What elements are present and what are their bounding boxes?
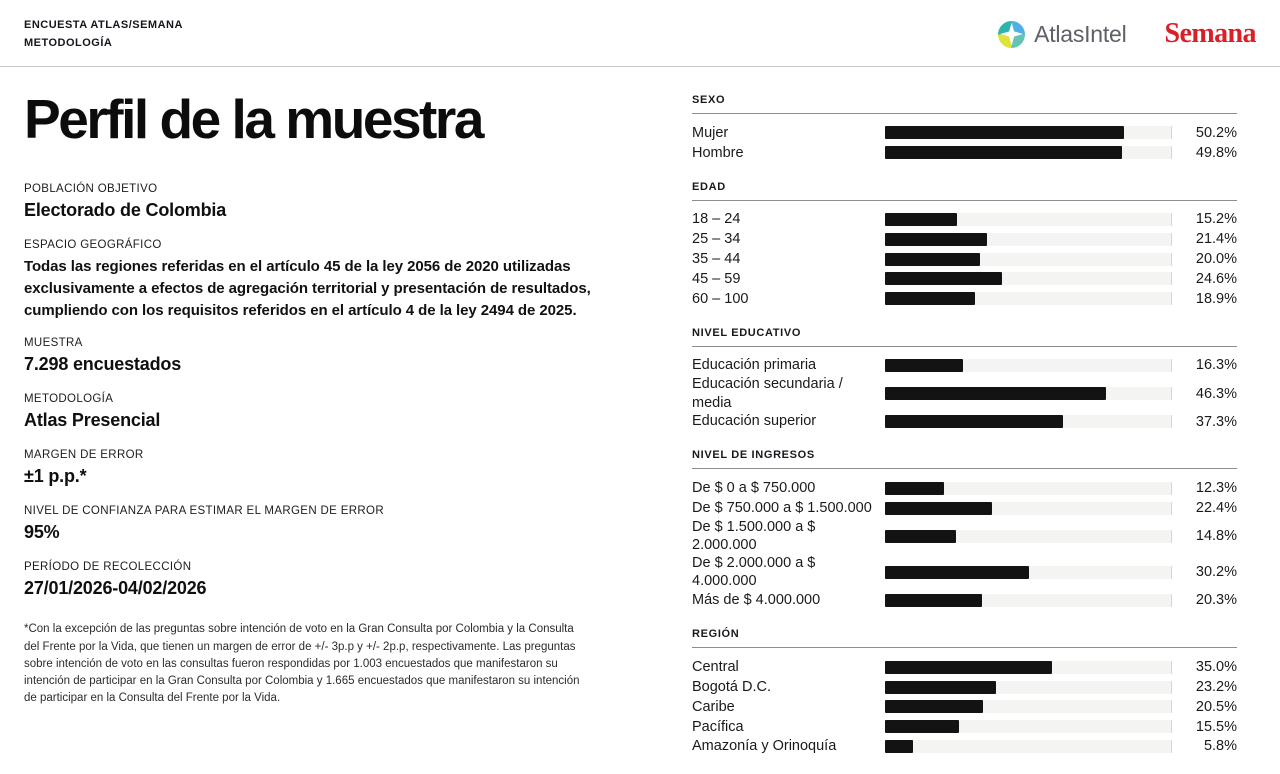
chart-row-label: 18 – 24: [692, 211, 741, 228]
chart-row-value: 12.3%: [1195, 480, 1237, 497]
chart-bar-track: [885, 233, 1172, 246]
chart-row-label: 60 – 100: [692, 290, 749, 307]
chart-row-label: Educación secundaria / media: [692, 376, 843, 411]
chart-row-25-34: [692, 229, 1237, 249]
field-nivel-de-confianza: [24, 505, 640, 543]
chart-bar-track: [885, 126, 1172, 139]
chart-row-label: Educación superior: [692, 413, 817, 430]
field-margen-de-error: [24, 449, 640, 487]
chart-bar-fill: [885, 272, 1002, 285]
chart-row-value: 22.4%: [1195, 500, 1237, 517]
chart-bar-fill: [885, 661, 1052, 674]
chart-row-label: 25 – 34: [692, 231, 741, 248]
chart-bar-fill: [885, 594, 982, 607]
chart-row-value: 50.2%: [1195, 124, 1237, 141]
chart-row-educacion-superior: [692, 412, 1237, 432]
chart-bar-fill: [885, 566, 1029, 579]
demographics-charts-panel: [692, 67, 1237, 774]
atlasintel-wordmark: AtlasIntel: [1034, 20, 1127, 47]
field-label: ESPACIO GEOGRÁFICO: [24, 239, 162, 251]
field-label: NIVEL DE CONFIANZA PARA ESTIMAR EL MARGEN DE ERROR: [24, 505, 384, 518]
kicker: [24, 16, 183, 52]
chart-row-label: Amazonía y Orinoquía: [692, 738, 837, 755]
page-title: Perfil de la muestra: [24, 88, 482, 150]
brand-logos: [998, 18, 1256, 50]
chart-bar-track: [885, 700, 1172, 713]
chart-bar-track: [885, 681, 1172, 694]
chart-row-central: [692, 657, 1237, 677]
kicker-line-1: ENCUESTA ATLAS/SEMANA: [24, 18, 183, 31]
field-value: Atlas Presencial: [24, 410, 161, 431]
chart-bar-fill: [885, 292, 975, 305]
chart-row-label: Central: [692, 659, 739, 676]
chart-bar-fill: [885, 233, 987, 246]
chart-row-label: Mujer: [692, 124, 729, 141]
chart-section-title: NIVEL DE INGRESOS: [692, 449, 1237, 469]
chart-row-label: Educación primaria: [692, 357, 817, 374]
chart-row-label: De $ 0 a $ 750.000: [692, 480, 816, 497]
chart-bar-fill: [885, 502, 992, 515]
chart-bar-track: [885, 253, 1172, 266]
chart-section-nivel-educativo: [692, 327, 1237, 432]
chart-bar-track: [885, 482, 1172, 495]
kicker-line-2: METODOLOGÍA: [24, 37, 113, 49]
chart-section-nivel-de-ingresos: [692, 449, 1237, 610]
field-value: 95%: [24, 522, 60, 543]
chart-bar-fill: [885, 482, 944, 495]
chart-bar-fill: [885, 740, 913, 753]
chart-row-amazonia-y-orinoquia: [692, 737, 1237, 757]
page-header: [0, 0, 1280, 67]
chart-row-value: 15.2%: [1195, 211, 1237, 228]
chart-bar-fill: [885, 253, 980, 266]
chart-bar-fill: [885, 530, 956, 543]
chart-row-mas-de-4-000-000: [692, 591, 1237, 611]
chart-row-value: 5.8%: [1203, 738, 1237, 755]
chart-row-label: Caribe: [692, 698, 735, 715]
main-content: [0, 67, 1280, 774]
chart-row-de-0-a-750-000: [692, 478, 1237, 498]
chart-bar-track: [885, 359, 1172, 372]
chart-bar-track: [885, 740, 1172, 753]
chart-row-value: 37.3%: [1195, 413, 1237, 430]
chart-row-value: 24.6%: [1195, 270, 1237, 287]
chart-row-value: 20.3%: [1195, 592, 1237, 609]
chart-row-caribe: [692, 697, 1237, 717]
chart-row-value: 18.9%: [1195, 290, 1237, 307]
chart-bar-track: [885, 292, 1172, 305]
chart-row-hombre: [692, 143, 1237, 163]
sample-profile-panel: [24, 67, 640, 774]
chart-row-bogota-d-c: [692, 677, 1237, 697]
chart-bar-fill: [885, 126, 1124, 139]
chart-row-label: Más de $ 4.000.000: [692, 592, 821, 609]
field-value: 7.298 encuestados: [24, 354, 182, 375]
chart-row-value: 16.3%: [1195, 357, 1237, 374]
chart-section-region: [692, 628, 1237, 756]
chart-row-label: Hombre: [692, 144, 744, 161]
chart-bar-fill: [885, 146, 1122, 159]
chart-row-label: De $ 2.000.000 a $ 4.000.000: [692, 555, 816, 590]
chart-bar-fill: [885, 387, 1106, 400]
chart-row-60-100: [692, 289, 1237, 309]
chart-row-educacion-primaria: [692, 356, 1237, 376]
chart-bar-track: [885, 594, 1172, 607]
chart-bar-fill: [885, 213, 957, 226]
chart-bar-track: [885, 213, 1172, 226]
chart-row-label: De $ 1.500.000 a $ 2.000.000: [692, 519, 816, 554]
field-periodo-de-recoleccion: [24, 561, 640, 599]
field-espacio-geografico: [24, 239, 640, 321]
chart-row-label: 35 – 44: [692, 251, 741, 268]
chart-row-de-2-000-000-a-4-000-000: [692, 554, 1237, 590]
chart-row-educacion-secundaria-media: [692, 375, 1237, 411]
chart-section-sexo: [692, 94, 1237, 163]
chart-bar-track: [885, 566, 1172, 579]
chart-bar-fill: [885, 359, 963, 372]
chart-bar-track: [885, 146, 1172, 159]
semana-logo: Semana: [1164, 18, 1256, 49]
field-label: PERÍODO DE RECOLECCIÓN: [24, 561, 192, 574]
field-value: ±1 p.p.*: [24, 466, 87, 487]
chart-bar-fill: [885, 415, 1063, 428]
chart-row-label: Bogotá D.C.: [692, 678, 771, 695]
chart-row-value: 49.8%: [1195, 144, 1237, 161]
field-value: Todas las regiones referidas en el artículo 45 de la ley 2056 de 2020 utilizadas exclusivamente a efectos de agregación territorial y presentación de resultados, cumpliendo con los requisitos referidos en el artículo 4 de la ley 2494 de 2025.: [24, 258, 591, 319]
field-value: Electorado de Colombia: [24, 200, 227, 220]
chart-row-value: 23.2%: [1195, 679, 1237, 695]
field-label: POBLACIÓN OBJETIVO: [24, 183, 158, 195]
chart-row-45-59: [692, 269, 1237, 289]
chart-bar-track: [885, 530, 1172, 543]
field-label: METODOLOGÍA: [24, 393, 114, 406]
chart-row-label: Pacífica: [692, 718, 744, 735]
field-label: MARGEN DE ERROR: [24, 449, 144, 462]
chart-row-18-24: [692, 210, 1237, 230]
chart-bar-track: [885, 387, 1172, 400]
field-value: 27/01/2026-04/02/2026: [24, 578, 207, 599]
chart-row-value: 14.8%: [1195, 528, 1237, 545]
chart-bar-track: [885, 272, 1172, 285]
chart-row-value: 20.0%: [1195, 251, 1237, 268]
chart-row-label: De $ 750.000 a $ 1.500.000: [692, 500, 872, 517]
field-metodologia: [24, 393, 640, 431]
footnote: *Con la excepción de las preguntas sobre intención de voto en la Gran Consulta por Colombia y la Consulta del Frente por la Vida, que tienen un margen de error de +/- 3p.p y +/- 2p.p, respectivamente. Las preguntas sobre intención de voto en las consultas fueron respondidas por 1.003 encuestados que manifestaron su intención de participar en la Gran Consulta por Colombia y 1.665 encuestados que manifestaron su intención de participar en la Consulta del Frente por la Vida.: [24, 623, 580, 705]
chart-row-value: 30.2%: [1195, 564, 1237, 581]
chart-section-title: SEXO: [692, 94, 1237, 114]
atlasintel-compass-icon: [998, 21, 1025, 48]
chart-row-pacifica: [692, 717, 1237, 737]
chart-row-label: 45 – 59: [692, 270, 741, 287]
chart-row-value: 35.0%: [1195, 659, 1237, 676]
chart-bar-fill: [885, 700, 983, 713]
chart-row-value: 15.5%: [1195, 718, 1237, 735]
field-poblacion-objetivo: [24, 183, 640, 221]
chart-row-mujer: [692, 123, 1237, 143]
chart-section-edad: [692, 181, 1237, 309]
chart-bar-track: [885, 720, 1172, 733]
chart-bar-track: [885, 415, 1172, 428]
chart-row-de-1-500-000-a-2-000-000: [692, 518, 1237, 554]
chart-row-35-44: [692, 249, 1237, 269]
chart-bar-track: [885, 502, 1172, 515]
chart-row-value: 46.3%: [1195, 385, 1237, 402]
chart-section-title: EDAD: [692, 181, 1237, 201]
chart-row-value: 20.5%: [1195, 698, 1237, 715]
atlasintel-logo: [998, 21, 1126, 48]
chart-section-title: REGIÓN: [692, 628, 1237, 648]
chart-row-value: 21.4%: [1195, 231, 1237, 248]
chart-bar-fill: [885, 681, 996, 694]
chart-bar-track: [885, 661, 1172, 674]
field-label: MUESTRA: [24, 337, 83, 350]
chart-bar-fill: [885, 720, 959, 733]
field-muestra: [24, 337, 640, 375]
chart-section-title: NIVEL EDUCATIVO: [692, 327, 1237, 347]
chart-row-de-750-000-a-1-500-000: [692, 498, 1237, 518]
